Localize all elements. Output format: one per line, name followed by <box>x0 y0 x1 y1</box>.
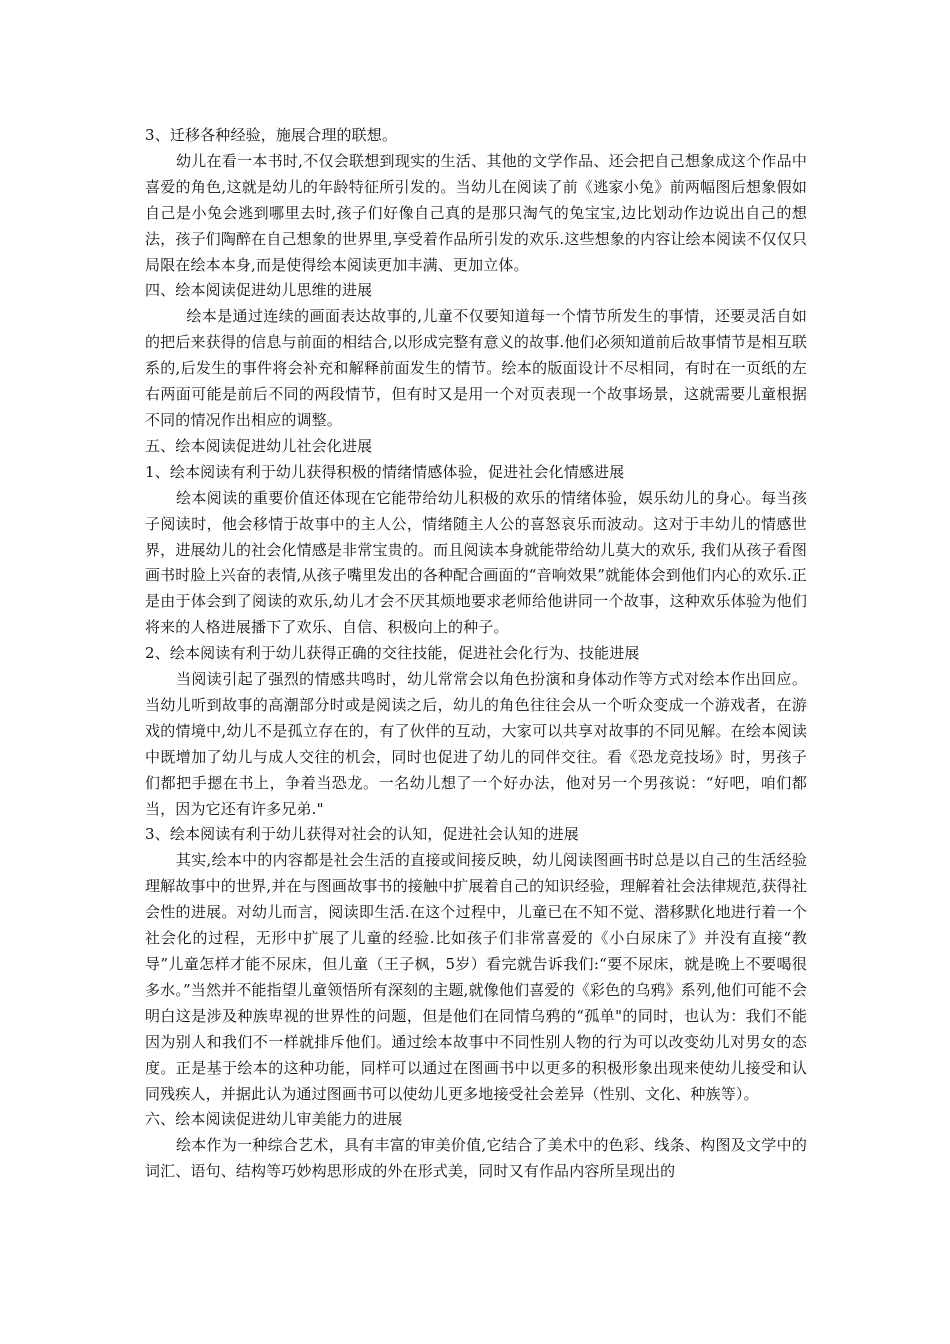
body-paragraph: 其实,绘本中的内容都是社会生活的直接或间接反映，幼儿阅读图画书时总是以自己的生活经验理解故事中的世界,并在与图画故事书的接触中扩展着自己的知识经验，理解着社会法律规范,获得社会性的进展。对幼儿而言，阅读即生活.在这个过程中，儿童已在不知不觉、潜移默化地进行着一个社会化的过程，无形中扩展了儿童的经验.比如孩子们非常喜爱的《小白尿床了》并没有直接“教导”儿童怎样才能不尿床，但儿童（王子枫，5岁）看完就告诉我们:“要不尿床，就是晚上不要喝很多水。”当然并不能指望儿童领悟所有深刻的主题,就像他们喜爱的《彩色的乌鸦》系列,他们可能不会明白这是涉及种族卑视的世界性的问题，但是他们在同情乌鸦的“孤单"的同时，也认为：我们不能因为别人和我们不一样就排斥他们。通过绘本故事中不同性别人物的行为可以改变幼儿对男女的态度。正是基于绘本的这种功能，同样可以通过在图画书中以更多的积极形象出现来使幼儿接受和认同残疾人，并据此认为通过图画书可以使幼儿更多地接受社会差异（性别、文化、种族等）。 <box>145 851 807 1103</box>
section-heading: 3、迁移各种经验，施展合理的联想。 <box>145 126 398 144</box>
body-paragraph: 幼儿在看一本书时,不仅会联想到现实的生活、其他的文学作品、还会把自己想象成这个作品中喜爱的角色,这就是幼儿的年龄特征所引发的。当幼儿在阅读了前《逃家小兔》前两幅图后想象假如自己是小兔会逃到哪里去时,孩子们好像自己真的是那只淘气的兔宝宝,边比划动作边说出自己的想法，孩子们陶醉在自己想象的世界里,享受着作品所引发的欢乐.这些想象的内容让绘本阅读不仅仅只局限在绘本本身,而是使得绘本阅读更加丰满、更加立体。 <box>145 151 807 274</box>
subsection-heading: 1、绘本阅读有利于幼儿获得积极的情绪情感体验，促进社会化情感进展 <box>145 462 625 481</box>
subsection-heading: 3、绘本阅读有利于幼儿获得对社会的认知，促进社会认知的进展 <box>145 825 579 844</box>
document-body <box>145 123 807 1185</box>
section-heading: 五、绘本阅读促进幼儿社会化进展 <box>145 436 373 455</box>
body-paragraph: 绘本阅读的重要价值还体现在它能带给幼儿积极的欢乐的情绪体验，娱乐幼儿的身心。每当孩子阅读时，他会移情于故事中的主人公，情绪随主人公的喜怒哀乐而波动。这对于丰幼儿的情感世界，进展幼儿的社会化情感是非常宝贵的。而且阅读本身就能带给幼儿莫大的欢乐, 我们从孩子看图画书时脸上兴奋的表情,从孩子嘴里发出的各种配合画面的“音响效果”就能体会到他们内心的欢乐.正是由于体会到了阅读的欢乐,幼儿才会不厌其烦地要求老师给他讲同一个故事，这种欢乐体验为他们将来的人格进展播下了欢乐、自信、积极向上的种子。 <box>145 488 807 637</box>
body-paragraph: 绘本作为一种综合艺术，具有丰富的审美价值,它结合了美术中的色彩、线条、构图及文学中的词汇、语句、结构等巧妙构思形成的外在形式美，同时又有作品内容所呈现出的 <box>145 1136 807 1181</box>
body-paragraph: 绘本是通过连续的画面表达故事的,儿童不仅要知道每一个情节所发生的事情，还要灵活自如的把后来获得的信息与前面的相结合,以形成完整有意义的故事.他们必须知道前后故事情节是相互联系的,后发生的事件将会补充和解释前面发生的情节。绘本的版面设计不尽相同，有时在一页纸的左右两面可能是前后不同的两段情节，但有时又是用一个对页表现一个故事场景，这就需要儿童根据不同的情况作出相应的调整。 <box>145 307 807 429</box>
body-paragraph: 当阅读引起了强烈的情感共鸣时，幼儿常常会以角色扮演和身体动作等方式对绘本作出回应。当幼儿听到故事的高潮部分时或是阅读之后，幼儿的角色往往会从一个听众变成一个游戏者，在游戏的情境中,幼儿不是孤立存在的，有了伙伴的互动，大家可以共享对故事的不同见解。在绘本阅读中既增加了幼儿与成人交往的机会，同时也促进了幼儿的同伴交往。看《恐龙竞技场》时，男孩子们都把手摁在书上，争着当恐龙。一名幼儿想了一个好办法，他对另一个男孩说：“好吧，咱们都当，因为它还有许多兄弟." <box>145 670 807 818</box>
subsection-heading: 2、绘本阅读有利于幼儿获得正确的交往技能，促进社会化行为、技能进展 <box>145 644 640 663</box>
section-heading: 六、绘本阅读促进幼儿审美能力的进展 <box>145 1110 403 1129</box>
section-heading: 四、绘本阅读促进幼儿思维的进展 <box>145 281 373 300</box>
